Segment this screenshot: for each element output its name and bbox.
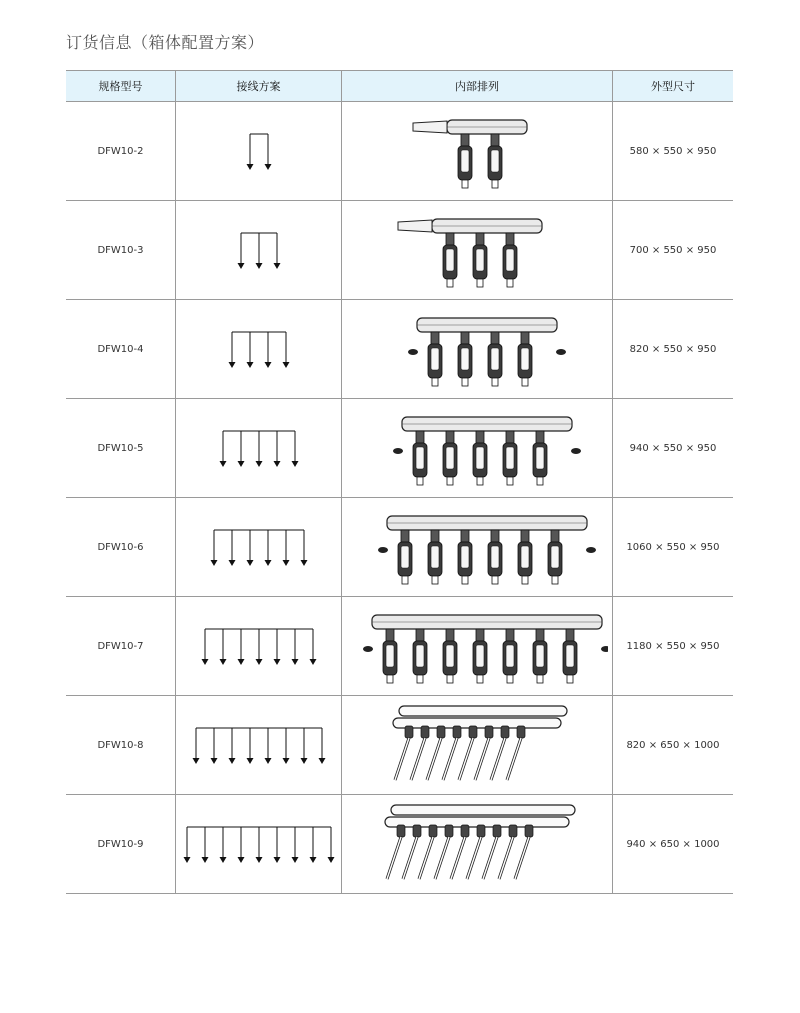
internal-layout-drawing [346, 700, 608, 790]
table-row [66, 300, 733, 399]
branch-arrow [255, 461, 262, 467]
table-row [66, 597, 733, 696]
internal-layout-cell [342, 399, 613, 498]
branch-arrow [327, 857, 334, 863]
wiring-diagram [179, 126, 339, 176]
model-cell: DFW10-7 [66, 597, 176, 696]
branch-arrow [264, 560, 271, 566]
branch-arrow [237, 857, 244, 863]
header-wiring-scheme: 接线方案 [176, 71, 342, 102]
wiring-scheme-cell [176, 696, 342, 795]
branch-arrow [291, 857, 298, 863]
cable-connector [459, 726, 477, 780]
branch-arrow [228, 758, 235, 764]
dimensions-cell: 820 × 550 × 950 [613, 300, 734, 399]
cable-connector [473, 233, 487, 287]
dimensions-cell: 580 × 550 × 950 [613, 102, 734, 201]
cable-connector [443, 233, 457, 287]
cable-connector [443, 431, 457, 485]
header-dimensions: 外型尺寸 [613, 71, 734, 102]
wiring-diagram [179, 621, 339, 671]
wiring-diagram [179, 819, 339, 869]
cable-connector [518, 332, 532, 386]
internal-layout-drawing [346, 304, 608, 394]
dimensions-cell: 940 × 550 × 950 [613, 399, 734, 498]
model-cell: DFW10-3 [66, 201, 176, 300]
table-row [66, 498, 733, 597]
internal-layout-cell [342, 498, 613, 597]
cable-connector [518, 530, 532, 584]
branch-arrow [300, 758, 307, 764]
branch-arrow [246, 164, 253, 170]
table-row [66, 102, 733, 201]
cable-connector [503, 233, 517, 287]
dimensions-cell: 820 × 650 × 1000 [613, 696, 734, 795]
busbar-body [391, 805, 575, 815]
branch-arrow [237, 263, 244, 269]
cable-connector [428, 530, 442, 584]
table-row [66, 201, 733, 300]
branch-arrow [228, 362, 235, 368]
cable-connector [451, 825, 469, 879]
cable-connector [491, 726, 509, 780]
branch-arrow [282, 560, 289, 566]
cable-connector [443, 629, 457, 683]
wiring-diagram [179, 423, 339, 473]
cable-connector [507, 726, 525, 780]
branch-arrow [291, 659, 298, 665]
cable-connector [458, 134, 472, 188]
branch-arrow [273, 659, 280, 665]
model-cell: DFW10-8 [66, 696, 176, 795]
table-row [66, 795, 733, 894]
cable-connector [483, 825, 501, 879]
cable-connector [503, 629, 517, 683]
internal-layout-drawing [346, 601, 608, 691]
cable-connector [435, 825, 453, 879]
model-cell: DFW10-6 [66, 498, 176, 597]
table-header-row [66, 71, 733, 102]
wiring-diagram [179, 720, 339, 770]
cable-connector [428, 332, 442, 386]
branch-arrow [300, 560, 307, 566]
cable-connector [398, 530, 412, 584]
wiring-scheme-cell [176, 201, 342, 300]
model-cell: DFW10-5 [66, 399, 176, 498]
internal-layout-cell [342, 102, 613, 201]
cable-connector [563, 629, 577, 683]
cable-connector [427, 726, 445, 780]
cable-connector [458, 530, 472, 584]
cable-connector [475, 726, 493, 780]
busbar-body [385, 817, 569, 827]
branch-arrow [273, 263, 280, 269]
branch-arrow [246, 560, 253, 566]
internal-layout-drawing [346, 205, 608, 295]
cable-connector [419, 825, 437, 879]
cable-connector [488, 332, 502, 386]
cable-connector [533, 629, 547, 683]
branch-arrow [210, 758, 217, 764]
cable-connector [488, 134, 502, 188]
branch-arrow [309, 857, 316, 863]
branch-arrow [318, 758, 325, 764]
internal-layout-drawing [346, 502, 608, 592]
busbar-body [399, 706, 567, 716]
cable-connector [488, 530, 502, 584]
branch-arrow [201, 857, 208, 863]
branch-arrow [183, 857, 190, 863]
branch-arrow [201, 659, 208, 665]
cable-connector [411, 726, 429, 780]
model-cell: DFW10-9 [66, 795, 176, 894]
branch-arrow [255, 659, 262, 665]
branch-arrow [192, 758, 199, 764]
cable-connector [515, 825, 533, 879]
cable-connector [387, 825, 405, 879]
cable-connector [395, 726, 413, 780]
branch-arrow [246, 758, 253, 764]
branch-arrow [237, 461, 244, 467]
cable-connector [383, 629, 397, 683]
branch-arrow [264, 362, 271, 368]
configuration-table [66, 70, 733, 894]
table-body [66, 102, 733, 894]
branch-arrow [219, 659, 226, 665]
cable-connector [473, 629, 487, 683]
branch-arrow [219, 857, 226, 863]
wiring-scheme-cell [176, 597, 342, 696]
cable-connector [473, 431, 487, 485]
side-bushing [398, 220, 432, 232]
cable-connector [413, 431, 427, 485]
wiring-diagram [179, 225, 339, 275]
branch-arrow [282, 362, 289, 368]
wiring-scheme-cell [176, 102, 342, 201]
branch-arrow [273, 461, 280, 467]
internal-layout-cell [342, 795, 613, 894]
cable-connector [458, 332, 472, 386]
branch-arrow [255, 263, 262, 269]
wiring-diagram [179, 324, 339, 374]
dimensions-cell: 1060 × 550 × 950 [613, 498, 734, 597]
cable-connector [443, 726, 461, 780]
internal-layout-cell [342, 597, 613, 696]
cable-connector [503, 431, 517, 485]
branch-arrow [219, 461, 226, 467]
branch-arrow [282, 758, 289, 764]
branch-arrow [291, 461, 298, 467]
wiring-diagram [179, 522, 339, 572]
internal-layout-cell [342, 696, 613, 795]
cable-connector [499, 825, 517, 879]
internal-layout-drawing [346, 106, 608, 196]
branch-arrow [237, 659, 244, 665]
branch-arrow [309, 659, 316, 665]
wiring-scheme-cell [176, 300, 342, 399]
internal-layout-cell [342, 300, 613, 399]
model-cell: DFW10-4 [66, 300, 176, 399]
cable-connector [467, 825, 485, 879]
internal-layout-cell [342, 201, 613, 300]
header-model: 规格型号 [66, 71, 176, 102]
branch-arrow [255, 857, 262, 863]
wiring-scheme-cell [176, 795, 342, 894]
header-internal-layout: 内部排列 [342, 71, 613, 102]
branch-arrow [246, 362, 253, 368]
dimensions-cell: 700 × 550 × 950 [613, 201, 734, 300]
page-title: 订货信息（箱体配置方案） [66, 33, 265, 52]
branch-arrow [228, 560, 235, 566]
dimensions-cell: 1180 × 550 × 950 [613, 597, 734, 696]
cable-connector [413, 629, 427, 683]
internal-layout-drawing [346, 799, 608, 889]
cable-connector [403, 825, 421, 879]
branch-arrow [210, 560, 217, 566]
dimensions-cell: 940 × 650 × 1000 [613, 795, 734, 894]
wiring-scheme-cell [176, 498, 342, 597]
cable-connector [533, 431, 547, 485]
side-bushing [413, 121, 447, 133]
branch-arrow [264, 164, 271, 170]
branch-arrow [264, 758, 271, 764]
wiring-scheme-cell [176, 399, 342, 498]
cable-connector [548, 530, 562, 584]
branch-arrow [273, 857, 280, 863]
model-cell: DFW10-2 [66, 102, 176, 201]
internal-layout-drawing [346, 403, 608, 493]
table-row [66, 399, 733, 498]
busbar-body [393, 718, 561, 728]
table-row [66, 696, 733, 795]
